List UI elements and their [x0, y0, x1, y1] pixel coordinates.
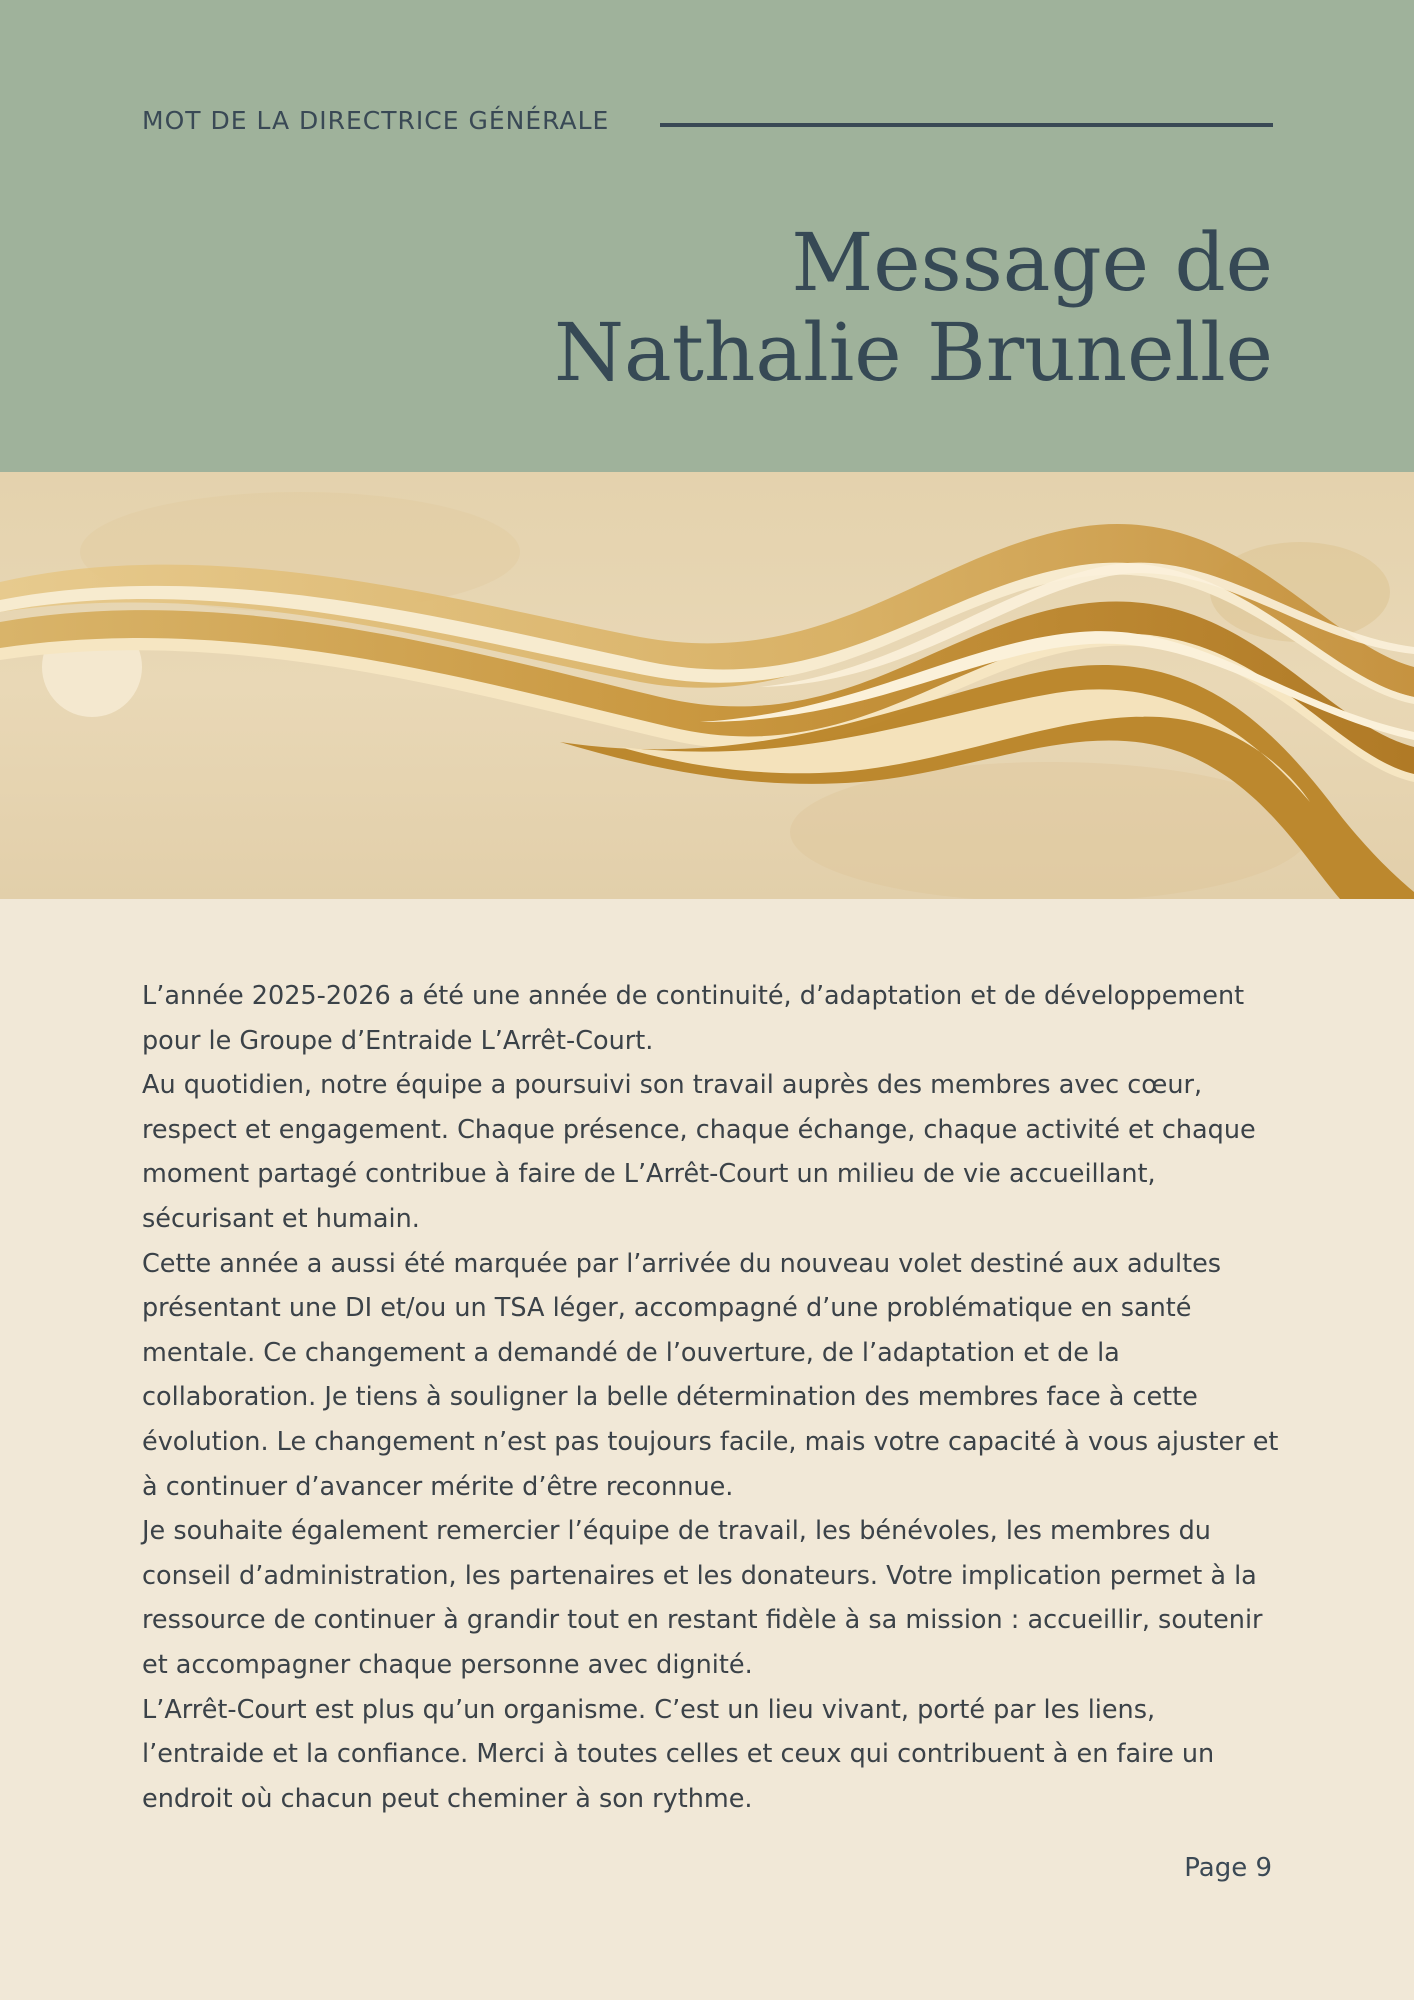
paragraph-3: Cette année a aussi été marquée par l’arrivée du nouveau volet destiné aux adultes présentant une DI et/ou un TSA léger, accompagné d’une problématique en santé mentale. Ce changement a demandé de l’ouverture, de l’adaptation et de la collaboration. Je tiens à souligner la belle détermination des membres face à cette évolution. Le changement n’est pas toujours facile, mais votre capacité à vous ajuster et à continuer d’avancer mérite d’être reconnue. — [142, 1248, 1279, 1502]
page-title-line-2: Nathalie Brunelle — [554, 306, 1273, 399]
page-title-line-1: Message de — [791, 216, 1273, 309]
section-kicker: MOT DE LA DIRECTRICE GÉNÉRALE — [142, 106, 610, 135]
golden-waves-banner — [0, 472, 1414, 899]
paragraph-4: Je souhaite également remercier l’équipe de travail, les bénévoles, les membres du conseil d’administration, les partenaires et les donateurs. Votre implication permet à la ressource de continuer à grandir tout en restant fidèle à sa mission : accueillir, soutenir et accompagner chaque personne avec dignité. — [142, 1516, 1263, 1680]
paragraph-5: L’Arrêt-Court est plus qu’un organisme. C’est un lieu vivant, porté par les liens, l’entraide et la confiance. Merci à toutes celles et ceux qui contribuent à en faire un endroit où chacun peut cheminer à son rythme. — [142, 1694, 1215, 1814]
message-body — [142, 974, 1282, 1821]
kicker-rule — [660, 123, 1273, 127]
header-band — [0, 0, 1414, 472]
page-title — [554, 218, 1273, 398]
paragraph-2: Au quotidien, notre équipe a poursuivi son travail auprès des membres avec cœur, respect et engagement. Chaque présence, chaque échange, chaque activité et chaque moment partagé contribue à faire de L’Arrêt-Court un milieu de vie accueillant, sécurisant et humain. — [142, 1070, 1256, 1234]
page-number: Page 9 — [1184, 1853, 1272, 1883]
golden-waves-illustration — [0, 472, 1414, 899]
paragraph-1: L’année 2025-2026 a été une année de continuité, d’adaptation et de développement pour le Groupe d’Entraide L’Arrêt-Court. — [142, 981, 1245, 1056]
